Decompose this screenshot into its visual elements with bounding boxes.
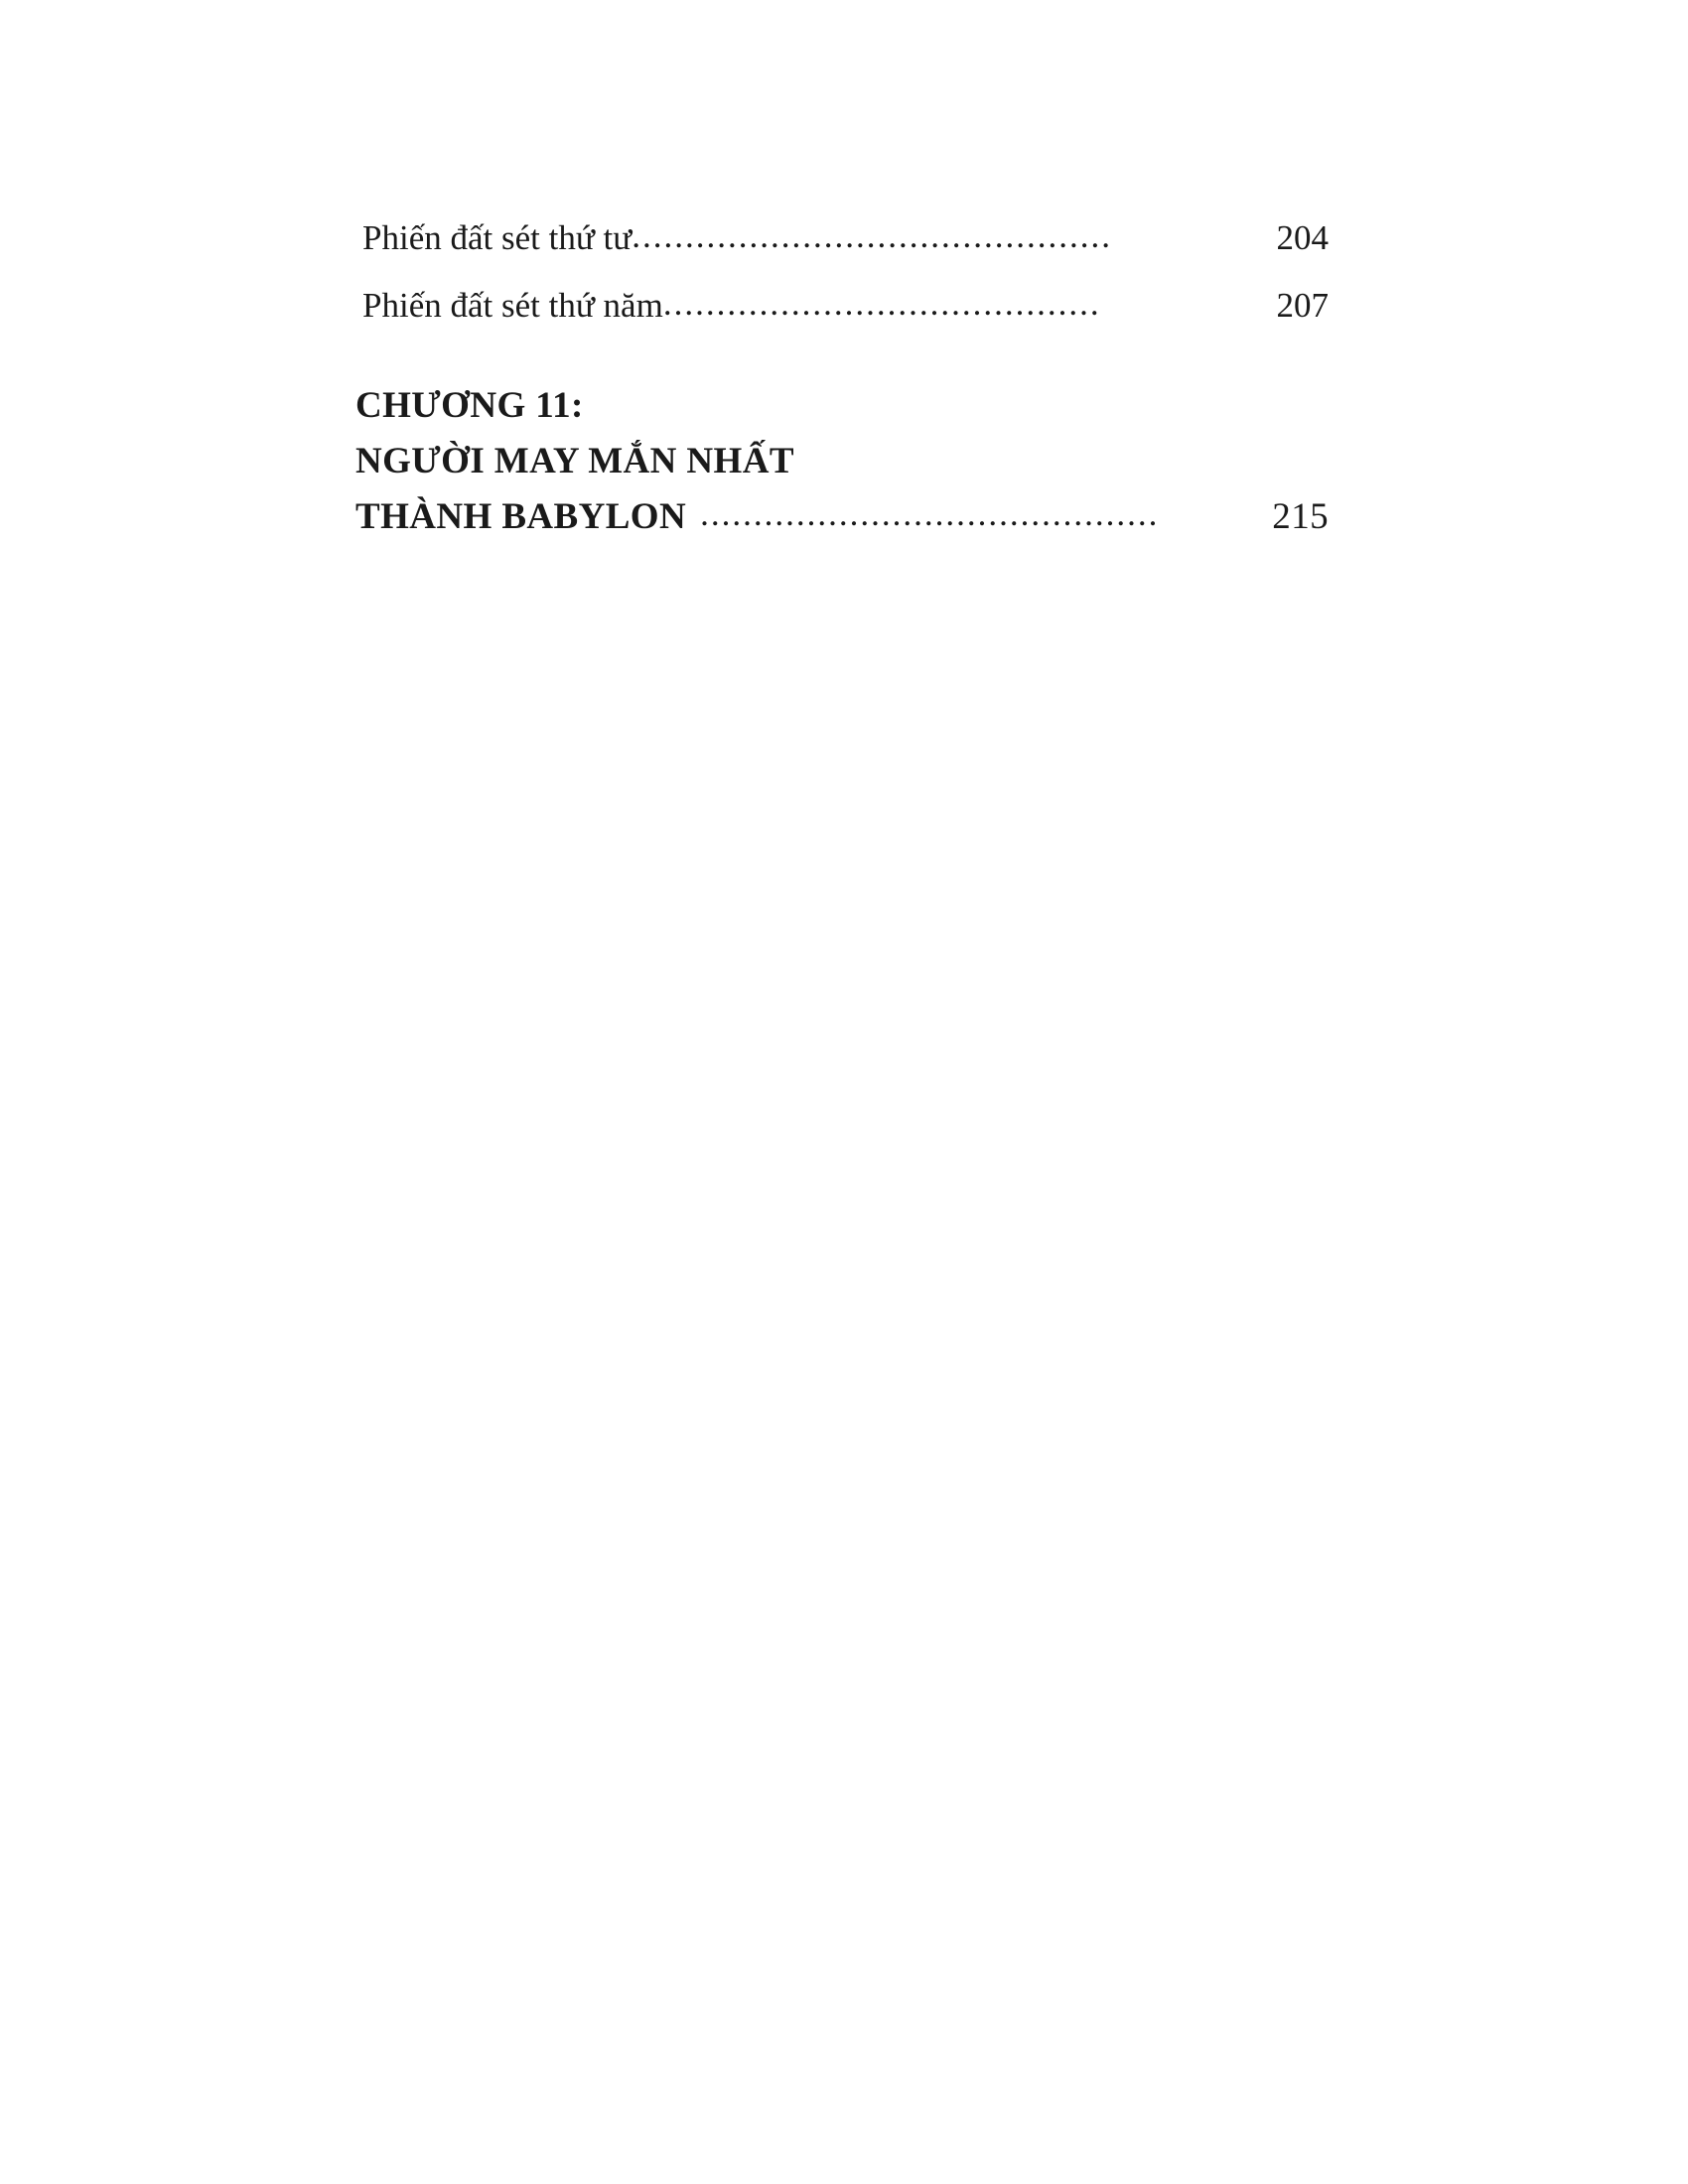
toc-chapter-title: THÀNH BABYLON (355, 496, 687, 538)
toc-page-number: 215 (1272, 496, 1329, 538)
table-of-contents (355, 220, 1329, 546)
toc-leader-dots: ......................................... (662, 286, 1101, 321)
toc-chapter-line-1: CHƯƠNG 11: (355, 385, 584, 426)
toc-leader-dots: ............................................. (632, 218, 1112, 253)
toc-entry-title: Phiến đất sét thứ tư (362, 218, 633, 257)
toc-chapter-entry[interactable] (355, 378, 1329, 546)
toc-leader-dots: ........................................... (700, 494, 1160, 534)
toc-chapter-line-2: NGƯỜI MAY MẮN NHẤT (355, 441, 794, 482)
toc-page-number: 207 (1276, 286, 1329, 325)
toc-chapter-line-3 (355, 489, 1329, 545)
toc-page-number: 204 (1276, 218, 1329, 257)
toc-entry[interactable] (355, 220, 1329, 255)
toc-entry[interactable] (355, 288, 1329, 323)
toc-entry-title: Phiến đất sét thứ năm (362, 286, 663, 325)
